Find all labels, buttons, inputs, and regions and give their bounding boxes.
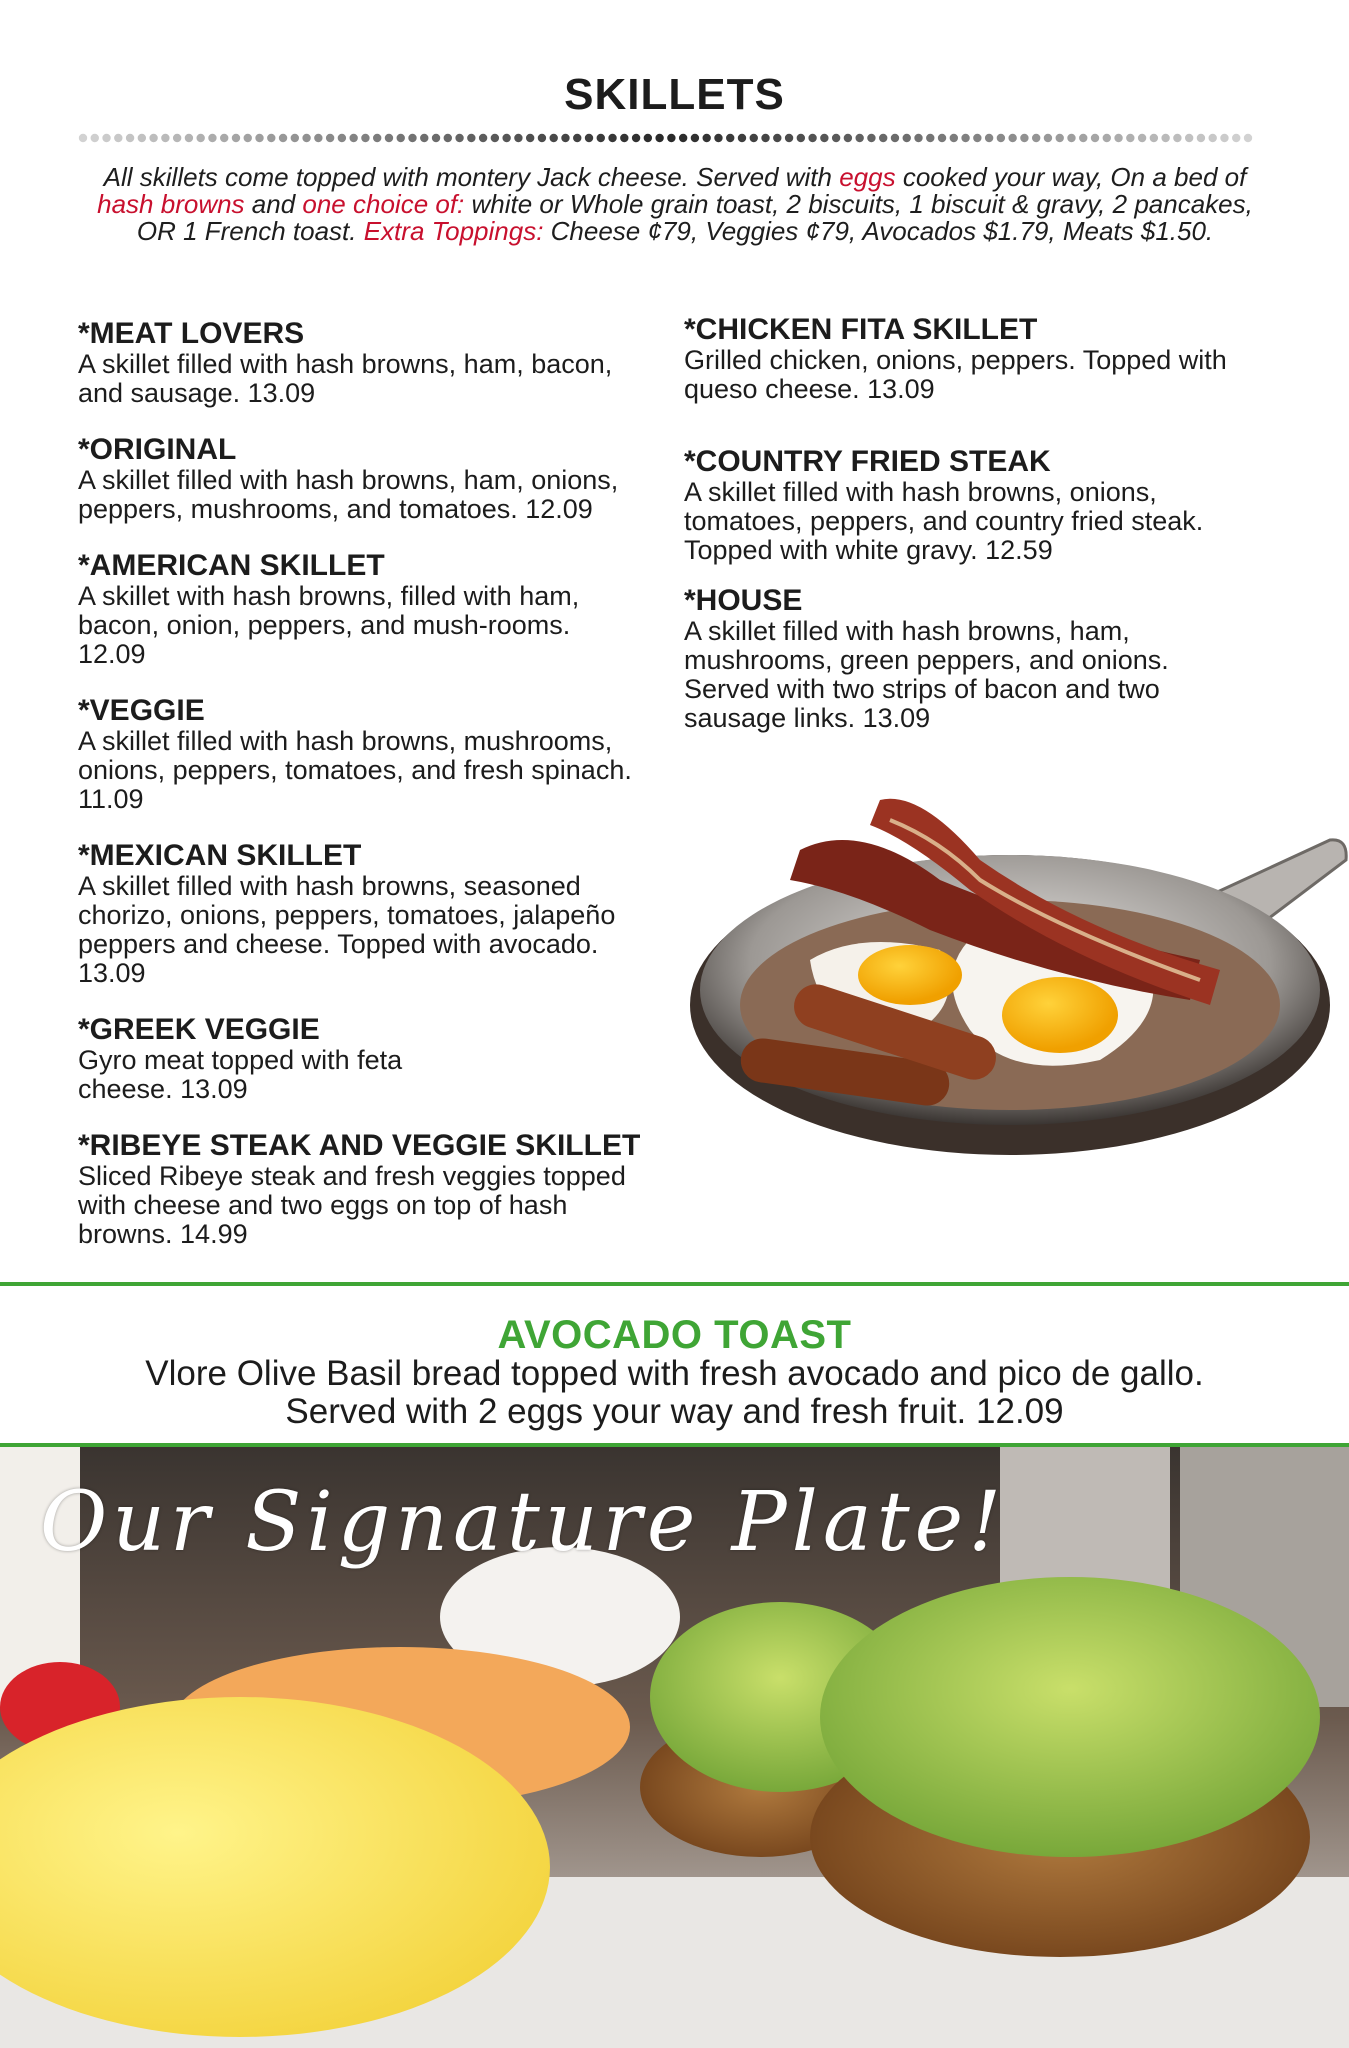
divider-dot (149, 134, 157, 142)
menu-item (684, 314, 1254, 404)
divider-dot (1114, 134, 1122, 142)
menu-item-description: Sliced Ribeye steak and fresh veggies topped with cheese and two eggs on top of hash browns. 14.99 (78, 1161, 626, 1249)
menu-item (684, 585, 1254, 733)
skillet-photo (680, 780, 1349, 1210)
divider-dot (1197, 134, 1205, 142)
menu-item-description: A skillet filled with hash browns, mushrooms, onions, peppers, tomatoes, and fresh spinach. 11.09 (78, 726, 632, 814)
intro-highlight-hash-browns: hash browns (97, 189, 245, 219)
divider-dot (1220, 134, 1228, 142)
intro-text-3: and (244, 189, 303, 219)
divider-dot (1079, 134, 1087, 142)
divider-dot (867, 134, 875, 142)
divider-dot (1185, 134, 1193, 142)
divider-dot (597, 134, 605, 142)
divider-dot (903, 134, 911, 142)
divider-dot (467, 134, 475, 142)
divider-dot (326, 134, 334, 142)
divider-dot (1091, 134, 1099, 142)
divider-dot (573, 134, 581, 142)
menu-item-description: Gyro meat topped with feta cheese. 13.09 (78, 1045, 403, 1104)
divider-dot (1138, 134, 1146, 142)
divider-dot (632, 134, 640, 142)
divider-dot (773, 134, 781, 142)
divider-dot (620, 134, 628, 142)
menu-item (78, 318, 648, 408)
intro-text-1: All skillets come topped with montery Jack cheese. Served with (103, 162, 840, 192)
divider-dot (879, 134, 887, 142)
divider-dot (397, 134, 405, 142)
divider-dot (761, 134, 769, 142)
menu-item-description: A skillet filled with hash browns, onions, tomatoes, peppers, and country fried steak. Topped with white gravy. 12.59 (684, 477, 1204, 565)
divider-dot (432, 134, 440, 142)
intro-text-5: Cheese ¢79, Veggies ¢79, Avocados $1.79, Meats $1.50. (543, 216, 1214, 246)
menu-item-name: *VEGGIE (78, 694, 205, 727)
divider-dot (844, 134, 852, 142)
menu-item-name: *MEXICAN SKILLET (78, 839, 362, 872)
divider-dot (267, 134, 275, 142)
divider-dot (1126, 134, 1134, 142)
menu-item-name: *AMERICAN SKILLET (78, 549, 385, 582)
menu-item-name: *MEAT LOVERS (78, 317, 305, 350)
avocado-desc-line-2: Served with 2 eggs your way and fresh fruit. 12.09 (285, 1392, 1064, 1431)
section-divider-top (0, 1282, 1349, 1286)
divider-dot (1173, 134, 1181, 142)
divider-dot (479, 134, 487, 142)
menu-column-left (78, 318, 648, 1249)
divider-dot (455, 134, 463, 142)
divider-dot (126, 134, 134, 142)
menu-column-right (684, 314, 1254, 733)
divider-dot (502, 134, 510, 142)
divider-dot (820, 134, 828, 142)
menu-item-name: *COUNTRY FRIED STEAK (684, 445, 1051, 478)
menu-item (78, 1014, 648, 1104)
divider-dot (561, 134, 569, 142)
menu-item-description: A skillet filled with hash browns, ham, mushrooms, green peppers, and onions. Served with two strips of bacon and two sausage links. 13.09 (684, 616, 1169, 733)
menu-item-description: A skillet filled with hash browns, seasoned chorizo, onions, peppers, tomatoes, jalapeño peppers and cheese. Topped with avocado. 13.09 (78, 871, 616, 988)
divider-dot (220, 134, 228, 142)
section-title: SKILLETS (564, 70, 785, 119)
divider-dot (232, 134, 240, 142)
divider-dot (291, 134, 299, 142)
avocado-toast-description (40, 1355, 1309, 1431)
divider-dot (1150, 134, 1158, 142)
divider-dot (138, 134, 146, 142)
divider-dot (1032, 134, 1040, 142)
divider-dot (1232, 134, 1240, 142)
divider-dot (361, 134, 369, 142)
divider-dot (585, 134, 593, 142)
divider-dot (797, 134, 805, 142)
divider-dot (914, 134, 922, 142)
divider-dot (338, 134, 346, 142)
divider-dot (679, 134, 687, 142)
menu-item-name: *RIBEYE STEAK AND VEGGIE SKILLET (78, 1129, 641, 1162)
intro-highlight-extra-toppings: Extra Toppings: (363, 216, 544, 246)
divider-dot (938, 134, 946, 142)
divider-dot (785, 134, 793, 142)
divider-dot (1008, 134, 1016, 142)
divider-dot (750, 134, 758, 142)
divider-dot (244, 134, 252, 142)
intro-highlight-choice: one choice of: (302, 189, 465, 219)
divider-dot (1056, 134, 1064, 142)
divider-dot (1208, 134, 1216, 142)
menu-item-name: *HOUSE (684, 584, 803, 617)
menu-item-description: Grilled chicken, onions, peppers. Topped with queso cheese. 13.09 (684, 345, 1227, 404)
dotted-divider (78, 132, 1253, 144)
menu-item (78, 1130, 648, 1249)
divider-dot (1067, 134, 1075, 142)
divider-dot (702, 134, 710, 142)
menu-item (78, 695, 648, 814)
menu-item (78, 434, 648, 524)
divider-dot (538, 134, 546, 142)
divider-dot (608, 134, 616, 142)
menu-item-name: *CHICKEN FITA SKILLET (684, 313, 1038, 346)
avocado-toast-title: AVOCADO TOAST (497, 1313, 852, 1357)
divider-dot (1244, 134, 1252, 142)
divider-dot (114, 134, 122, 142)
divider-dot (91, 134, 99, 142)
divider-dot (855, 134, 863, 142)
divider-dot (514, 134, 522, 142)
signature-plate-caption: Our Signature Plate! (40, 1475, 1007, 1570)
menu-item (78, 840, 648, 988)
divider-dot (385, 134, 393, 142)
divider-dot (79, 134, 87, 142)
divider-dot (408, 134, 416, 142)
divider-dot (373, 134, 381, 142)
menu-item-description: A skillet filled with hash browns, ham, onions, peppers, mushrooms, and tomatoes. 12.09 (78, 465, 619, 524)
divider-dot (738, 134, 746, 142)
avocado-desc-line-1: Vlore Olive Basil bread topped with fresh avocado and pico de gallo. (145, 1354, 1204, 1393)
menu-item (684, 446, 1254, 565)
divider-dot (444, 134, 452, 142)
divider-dot (491, 134, 499, 142)
divider-dot (279, 134, 287, 142)
divider-dot (985, 134, 993, 142)
divider-dot (161, 134, 169, 142)
divider-dot (1161, 134, 1169, 142)
divider-dot (1020, 134, 1028, 142)
menu-item (78, 550, 648, 669)
divider-dot (926, 134, 934, 142)
divider-dot (973, 134, 981, 142)
divider-dot (185, 134, 193, 142)
divider-dot (961, 134, 969, 142)
divider-dot (714, 134, 722, 142)
divider-dot (832, 134, 840, 142)
menu-item-name: *ORIGINAL (78, 433, 237, 466)
divider-dot (808, 134, 816, 142)
divider-dot (1044, 134, 1052, 142)
divider-dot (302, 134, 310, 142)
menu-item-description: A skillet filled with hash browns, ham, bacon, and sausage. 13.09 (78, 349, 613, 408)
divider-dot (655, 134, 663, 142)
divider-dot (691, 134, 699, 142)
menu-item-name: *GREEK VEGGIE (78, 1013, 320, 1046)
divider-dot (314, 134, 322, 142)
divider-dot (950, 134, 958, 142)
intro-highlight-eggs: eggs (839, 162, 896, 192)
intro-text-4: white or Whole grain toast, 2 biscuits, 1 biscuit & gravy, 2 pancakes, OR 1 French toast. (136, 189, 1253, 246)
divider-dot (550, 134, 558, 142)
divider-dot (255, 134, 263, 142)
divider-dot (196, 134, 204, 142)
divider-dot (1103, 134, 1111, 142)
divider-dot (208, 134, 216, 142)
divider-dot (349, 134, 357, 142)
divider-dot (997, 134, 1005, 142)
menu-item-description: A skillet with hash browns, filled with ham, bacon, onion, peppers, and mush-rooms. 12.09 (78, 581, 580, 669)
divider-dot (891, 134, 899, 142)
divider-dot (526, 134, 534, 142)
divider-dot (173, 134, 181, 142)
skillets-intro (80, 164, 1270, 245)
divider-dot (102, 134, 110, 142)
divider-dot (667, 134, 675, 142)
divider-dot (420, 134, 428, 142)
intro-text-2: cooked your way, On a bed of (895, 162, 1247, 192)
divider-dot (644, 134, 652, 142)
divider-dot (726, 134, 734, 142)
